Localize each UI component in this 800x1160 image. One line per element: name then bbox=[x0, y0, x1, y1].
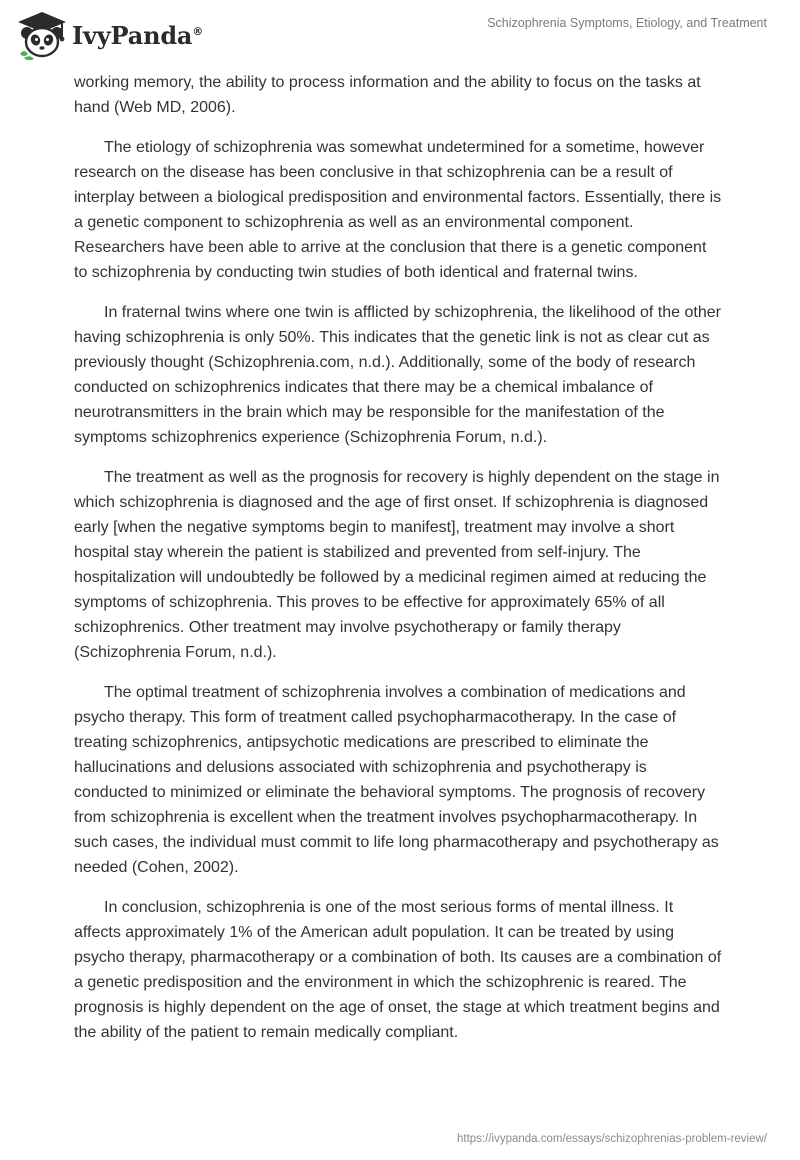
paragraph: The optimal treatment of schizophrenia involves a combination of medications and psycho therapy. This form of treatment called psychopharmacotherapy. In the case of treating schizophrenics, antipsychotic medications are prescribed to eliminate the hallucinations and delusions associated with schizophrenia and psychotherapy is conducted to minimized or eliminate the behavioral symptoms. The prognosis of recovery from schizophrenia is excellent when the treatment involves psychopharmacotherapy. In such cases, the individual must commit to life long pharmacotherapy and psychotherapy as needed (Cohen, 2002). bbox=[74, 684, 719, 876]
panda-graduate-icon bbox=[14, 8, 70, 62]
essay-body bbox=[74, 70, 724, 1060]
paragraph: In fraternal twins where one twin is afflicted by schizophrenia, the likelihood of the other having schizophrenia is only 50%. This indicates that the genetic link is not as clear cut as previously thought (Schizophrenia.com, n.d.). Additionally, some of the body of research conducted on schizophrenics indicates that there may be a chemical imbalance of neurotransmitters in the brain which may be responsible for the manifestation of the symptoms schizophrenics experience (Schizophrenia Forum, n.d.). bbox=[74, 304, 721, 446]
brand-name: IvyPanda® bbox=[72, 20, 204, 50]
paragraph: working memory, the ability to process information and the ability to focus on the tasks at hand (Web MD, 2006). bbox=[74, 74, 701, 116]
paragraph: The treatment as well as the prognosis for recovery is highly dependent on the stage in which schizophrenia is diagnosed and the age of first onset. If schizophrenia is diagnosed early [when the negative symptoms begin to manifest], treatment may involve a short hospital stay wherein the patient is stabilized and prevented from self-injury. The hospitalization will undoubtedly be followed by a medicinal regimen aimed at reducing the symptoms of schizophrenia. This proves to be effective for approximately 65% of all schizophrenics. Other treatment may involve psychotherapy or family therapy (Schizophrenia Forum, n.d.). bbox=[74, 469, 720, 661]
source-url-link[interactable]: https://ivypanda.com/essays/schizophrenias-problem-review/ bbox=[457, 1133, 767, 1145]
page-header bbox=[0, 0, 800, 70]
running-title: Schizophrenia Symptoms, Etiology, and Treatment bbox=[487, 16, 767, 30]
registered-mark: ® bbox=[192, 24, 204, 38]
paragraph: In conclusion, schizophrenia is one of the most serious forms of mental illness. It affects approximately 1% of the American adult population. It can be treated by using psycho therapy, pharmacotherapy or a combination of both. Its causes are a combination of a genetic predisposition and the environment in which the schizophrenic is reared. The prognosis is highly dependent on the age of onset, the stage at which treatment begins and the ability of the patient to remain medically compliant. bbox=[74, 899, 722, 1041]
ivypanda-logo[interactable] bbox=[14, 8, 224, 62]
paragraph: The etiology of schizophrenia was somewhat undetermined for a sometime, however research on the disease has been conclusive in that schizophrenia can be a result of interplay between a biological predisposition and environmental factors. Essentially, there is a genetic component to schizophrenia as well as an environmental component. Researchers have been able to arrive at the conclusion that there is a genetic component to schizophrenia by conducting twin studies of both identical and fraternal twins. bbox=[74, 139, 722, 281]
